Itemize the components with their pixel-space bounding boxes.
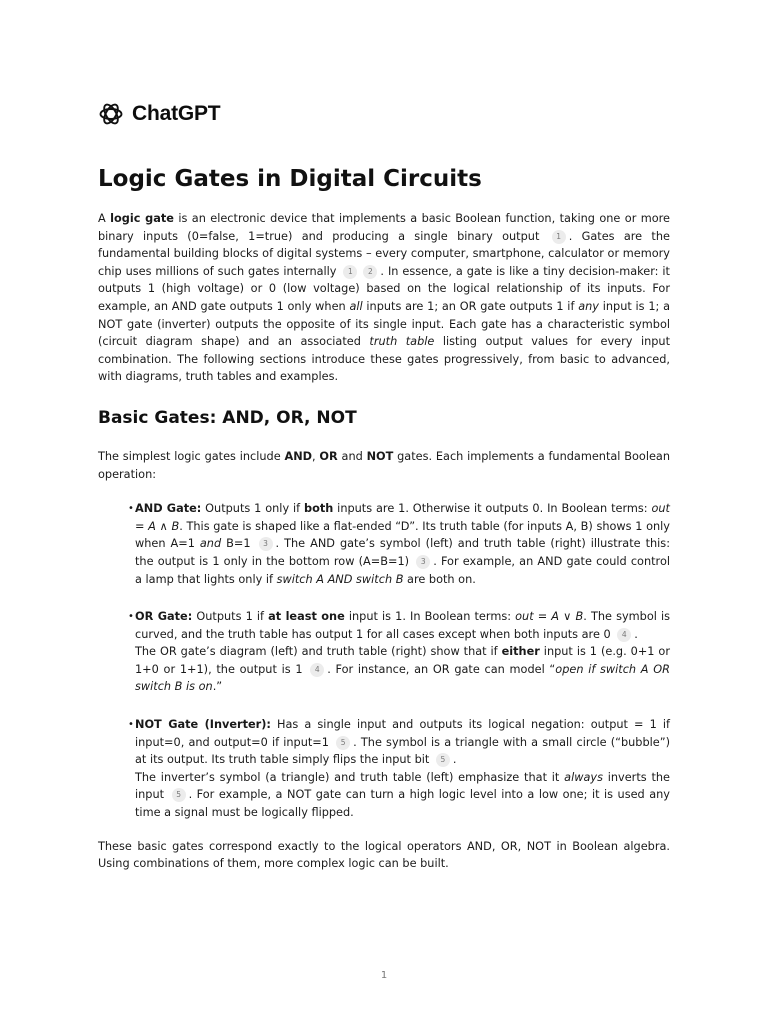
- section-lead-paragraph: The simplest logic gates include AND, OR and NOT gates. Each implements a fundamental Boolean operation:: [98, 449, 670, 481]
- page-number: 1: [380, 970, 388, 981]
- bullet: •: [128, 719, 134, 731]
- citation-badge[interactable]: 4: [617, 628, 631, 642]
- citation-badge[interactable]: 1: [552, 230, 566, 244]
- list-item-and-gate: • AND Gate: Outputs 1 only if both inputs are 1. Otherwise it outputs 0. In Boolean terms: out = A ∧ B. This gate is shaped like a flat-ended “D”. Its truth table (for inputs A, B) shows 1 only when A=1 and B=1 3 . The AND gate’s symbol (left) and truth table (right) illustrate this: the output is 1 only in the bottom row (A=B=1) 3 . For example, an AND gate could control a lamp that lights only if switch A AND switch B are both on.: [128, 502, 670, 586]
- list-item-not-gate: • NOT Gate (Inverter): Has a single input and outputs its logical negation: output = 1 if input=0, and output=0 if input=1 5 . The symbol is a triangle with a small circle (“bubble”) at its output. Its truth table simply flips the input bit 5 . The inverter’s symbol (a triangle) and truth table (left) emphasize that it always inverts the input 5 . For example, a NOT gate can turn a high logic level into a low one; it is used any time a signal must be logically flipped.: [128, 718, 670, 820]
- citation-badge[interactable]: 5: [436, 753, 450, 767]
- citation-badge[interactable]: 5: [172, 788, 186, 802]
- document-title: Logic Gates in Digital Circuits: [98, 166, 482, 192]
- citation-badge[interactable]: 3: [416, 555, 430, 569]
- boolean-formula: out = A ∨ B: [515, 610, 584, 624]
- citation-badge[interactable]: 3: [259, 537, 273, 551]
- boolean-formula: out = A ∧ B: [135, 502, 670, 533]
- gate-list: [98, 500, 670, 822]
- list-item-or-gate: • OR Gate: Outputs 1 if at least one input is 1. In Boolean terms: out = A ∨ B. The symbol is curved, and the truth table has output 1 for all cases except when both inputs are 0 4 . The OR gate’s diagram (left) and truth table (right) show that if either input is 1 (e.g. 0+1 or 1+0 or 1+1), the output is 1 4 . For instance, an OR gate can model “open if switch A OR switch B is on.”: [128, 610, 671, 694]
- closing-paragraph: These basic gates correspond exactly to the logical operators AND, OR, NOT in Boolean algebra. Using combinations of them, more complex logic can be built.: [98, 839, 670, 871]
- brand-name: ChatGPT: [132, 102, 221, 125]
- bullet: •: [128, 611, 134, 623]
- intro-paragraph: A logic gate is an electronic device that implements a basic Boolean function, taking one or more binary inputs (0=false, 1=true) and producing a single binary output 1 . Gates are the fundamental building blocks of digital systems – every computer, smartphone, calculator or memory chip uses millions of such gates internally 1 2 . In essence, a gate is like a tiny decision-maker: it outputs 1 (high voltage) or 0 (low voltage) based on the logical relationship of its inputs. For example, an AND gate outputs 1 only when all inputs are 1; an OR gate outputs 1 if any input is 1; a NOT gate (inverter) outputs the opposite of its single input. Each gate has a characteristic symbol (circuit diagram shape) and an associated truth table listing output values for every input combination. The following sections introduce these gates progressively, from basic to advanced, with diagrams, truth tables and examples.: [98, 212, 671, 384]
- section-heading: Basic Gates: AND, OR, NOT: [98, 407, 357, 428]
- citation-badge[interactable]: 1: [343, 265, 357, 279]
- citation-badge[interactable]: 2: [363, 265, 377, 279]
- brand-header: [98, 100, 670, 128]
- openai-logo-icon: [98, 101, 124, 127]
- citation-badge[interactable]: 5: [336, 736, 350, 750]
- citation-badge[interactable]: 4: [310, 663, 324, 677]
- document-page: [98, 100, 670, 873]
- bullet: •: [128, 503, 134, 515]
